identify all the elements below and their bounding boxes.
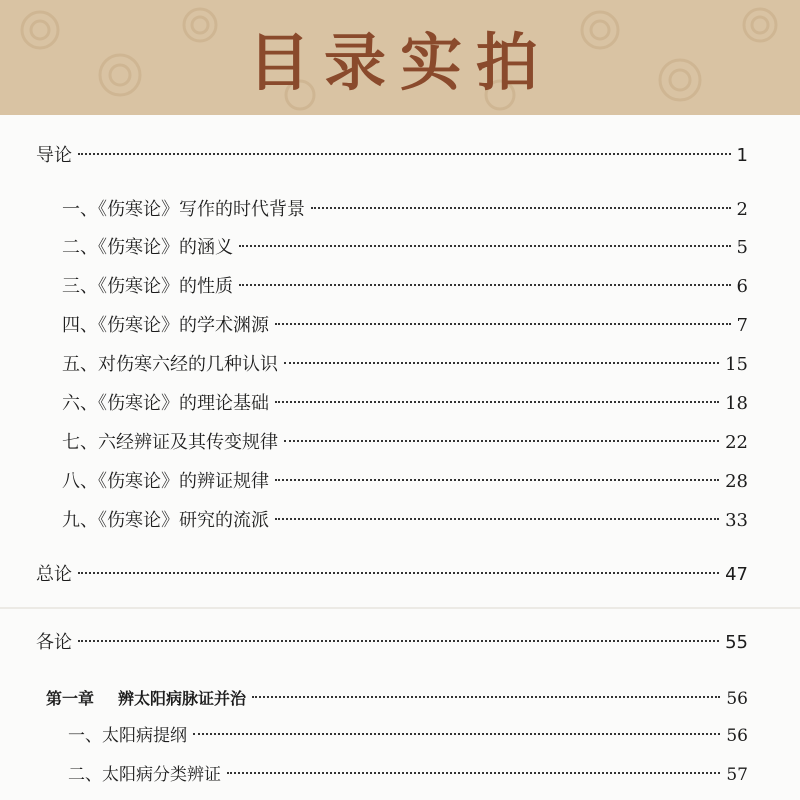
toc-entry-intro-3[interactable] [62,273,748,301]
toc-page-number: 33 [725,510,748,531]
toc-label: 五、对伤寒六经的几种认识 [62,354,278,375]
toc-label: 总论 [36,564,72,585]
dot-leader [284,440,719,442]
dot-leader [275,401,719,403]
page-divider [0,607,800,609]
toc-page-number: 15 [725,354,748,375]
toc-label: 一、太阳病提纲 [68,726,187,746]
dot-leader [239,284,731,286]
toc-entry-intro-6[interactable] [62,390,748,418]
chapter-number: 第一章 [46,689,95,708]
toc-label: 九、《伤寒论》研究的流派 [62,510,269,531]
dot-leader [227,772,720,774]
toc-label: 四、《伤寒论》的学术渊源 [62,315,269,336]
toc-entry-intro-5[interactable] [62,351,748,379]
dot-leader [275,323,731,325]
toc-entry-specific[interactable] [36,629,748,657]
toc-page-number: 56 [726,726,748,746]
toc-page-number: 57 [726,765,748,785]
toc-page [0,115,800,800]
toc-page-number: 6 [736,276,748,297]
dot-leader [78,153,731,155]
dot-leader [275,518,719,520]
toc-entry-chapter-1[interactable] [46,685,748,713]
toc-label: 二、太阳病分类辨证 [68,765,221,785]
dot-leader [78,572,719,574]
toc-label: 六、《伤寒论》的理论基础 [62,393,269,414]
toc-entry-intro-8[interactable] [62,468,748,496]
toc-label [46,685,246,713]
dot-leader [252,696,720,698]
toc-page-number: 1 [736,145,748,166]
toc-page-number: 7 [736,315,748,336]
dot-leader [284,362,719,364]
dot-leader [275,479,719,481]
toc-page-number: 55 [725,632,748,653]
toc-label: 七、六经辨证及其传变规律 [62,432,278,453]
toc-page-number: 28 [725,471,748,492]
toc-label: 一、《伤寒论》写作的时代背景 [62,199,305,220]
toc-label: 各论 [36,632,72,653]
banner-title: 目录实拍 [247,26,552,99]
toc-label: 八、《伤寒论》的辨证规律 [62,471,269,492]
dot-leader [311,207,731,209]
toc-label: 二、《伤寒论》的涵义 [62,237,233,258]
toc-page-number: 5 [736,237,748,258]
title-banner [0,0,800,115]
toc-entry-intro-2[interactable] [62,234,748,262]
toc-entry-intro-7[interactable] [62,429,748,457]
toc-entry-general[interactable] [36,561,748,589]
toc-entry-intro-4[interactable] [62,312,748,340]
toc-page-number: 22 [725,432,748,453]
toc-page-number: 2 [736,199,748,220]
dot-leader [78,640,719,642]
toc-entry-chapter-1-1[interactable] [68,722,748,750]
dot-leader [193,733,720,735]
toc-entry-intro[interactable] [36,142,748,170]
toc-entry-intro-9[interactable] [62,507,748,535]
toc-label: 三、《伤寒论》的性质 [62,276,233,297]
toc-page-number: 18 [725,393,748,414]
dot-leader [239,245,731,247]
toc-label: 导论 [36,145,72,166]
toc-page-number: 56 [726,689,748,709]
toc-entry-intro-1[interactable] [62,196,748,224]
chapter-title: 辨太阳病脉证并治 [118,689,247,708]
toc-entry-chapter-1-2[interactable] [68,761,748,789]
toc-page-number: 47 [725,564,748,585]
